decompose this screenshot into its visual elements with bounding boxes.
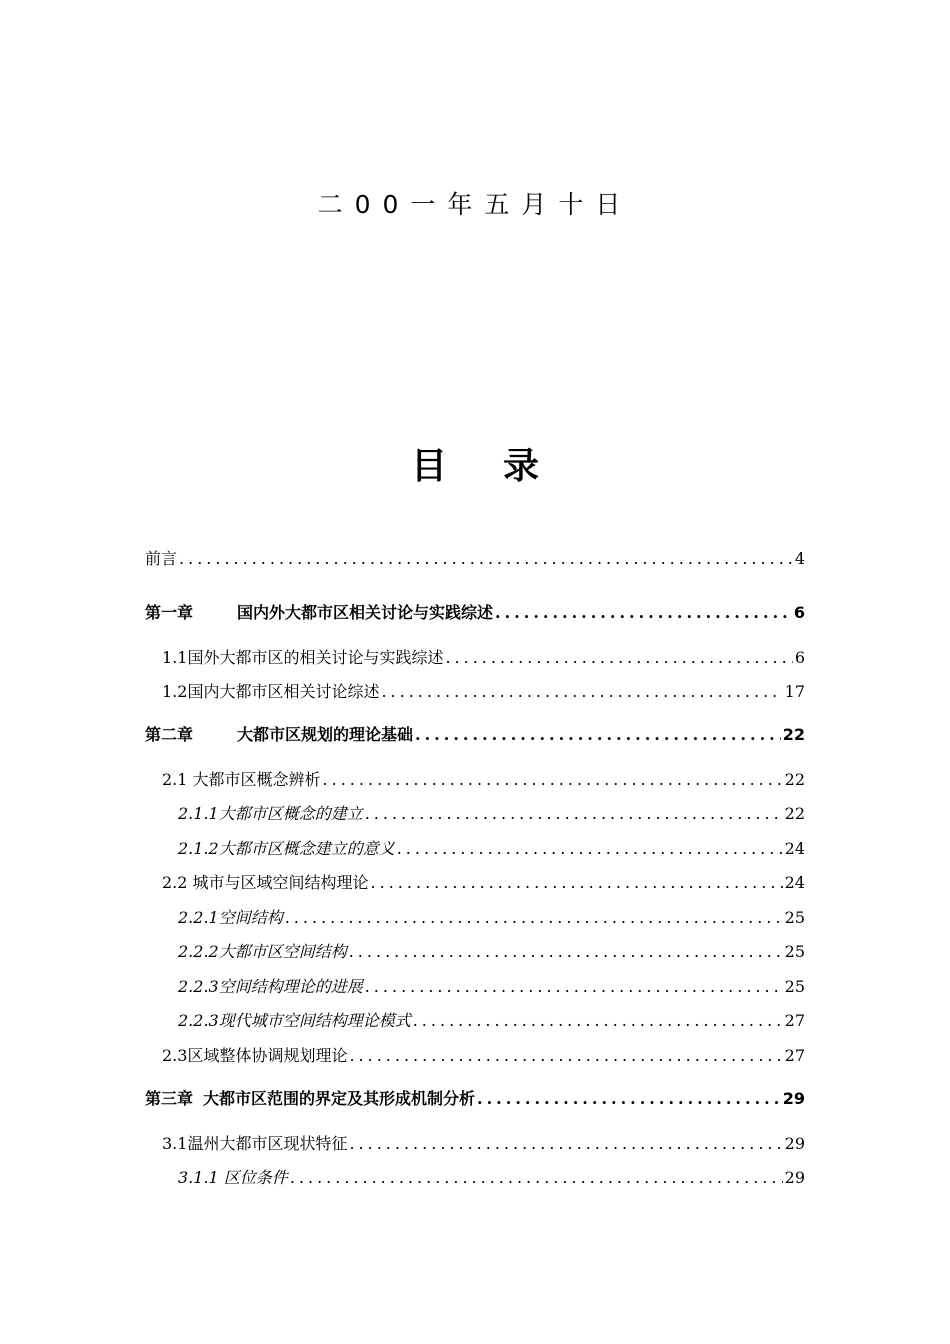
toc-entry-page: 6 xyxy=(794,648,805,667)
toc-entry-page: 22 xyxy=(782,725,805,744)
toc-entry-label: 2.2.1空间结构 xyxy=(178,908,283,927)
toc-entry-subsection[interactable] xyxy=(178,801,805,825)
toc-entry-subsection[interactable] xyxy=(178,836,805,860)
chapter-number: 第一章 xyxy=(145,603,194,622)
toc-entry-label xyxy=(145,600,493,623)
toc-entry-page: 29 xyxy=(784,1168,805,1187)
toc-entry-label: 2.2 城市与区域空间结构理论 xyxy=(162,873,369,892)
toc-entry-label: 2.1.2大都市区概念建立的意义 xyxy=(178,839,395,858)
toc-entry-label: 2.3区域整体协调规划理论 xyxy=(162,1046,348,1065)
toc-entry-label: 2.2.3现代城市空间结构理论模式 xyxy=(178,1011,411,1030)
leader-dots xyxy=(365,977,783,996)
leader-dots xyxy=(371,873,783,892)
toc-entry-page: 27 xyxy=(784,1011,805,1030)
leader-dots xyxy=(349,1046,782,1065)
toc-entry-section[interactable] xyxy=(162,767,805,791)
toc-entry-section[interactable] xyxy=(162,1131,805,1155)
chapter-title: 大都市区规划的理论基础 xyxy=(237,725,414,744)
toc-entry-page: 6 xyxy=(793,603,805,622)
toc-entry-page: 25 xyxy=(784,977,805,996)
leader-dots xyxy=(445,648,792,667)
leader-dots xyxy=(179,549,793,568)
chapter-number: 第二章 xyxy=(145,725,194,744)
toc-entry-page: 25 xyxy=(784,908,805,927)
leader-dots xyxy=(349,1134,782,1153)
toc-entry-label: 3.1温州大都市区现状特征 xyxy=(162,1134,348,1153)
toc-entry-page: 27 xyxy=(784,1046,805,1065)
toc-entry-preface[interactable] xyxy=(145,546,805,570)
toc-entry-page: 17 xyxy=(784,682,805,701)
leader-dots xyxy=(415,725,781,744)
toc-entry-section[interactable] xyxy=(162,645,805,669)
toc-entry-page: 22 xyxy=(784,804,805,823)
toc-entry-label xyxy=(145,1086,475,1109)
leader-dots xyxy=(477,1089,781,1108)
toc-entry-label: 2.2.2大都市区空间结构 xyxy=(178,942,347,961)
toc-entry-subsection[interactable] xyxy=(178,939,805,963)
toc-entry-label: 前言 xyxy=(145,549,178,568)
chapter-title: 国内外大都市区相关讨论与实践综述 xyxy=(237,603,494,622)
toc-entry-subsection[interactable] xyxy=(178,905,805,929)
leader-dots xyxy=(323,770,783,789)
toc-entry-section[interactable] xyxy=(162,1043,805,1067)
toc-entry-page: 22 xyxy=(784,770,805,789)
leader-dots xyxy=(285,908,783,927)
toc-entry-chapter-3[interactable] xyxy=(145,1086,805,1110)
toc-entry-label: 3.1.1 区位条件 xyxy=(178,1168,288,1187)
toc-entry-section[interactable] xyxy=(162,870,805,894)
leader-dots xyxy=(413,1011,783,1030)
leader-dots xyxy=(349,942,783,961)
toc-entry-label: 2.2.3空间结构理论的进展 xyxy=(178,977,363,996)
toc-entry-subsection[interactable] xyxy=(178,974,805,998)
toc-entry-page: 24 xyxy=(784,873,805,892)
toc-title xyxy=(0,438,950,489)
toc-entry-page: 29 xyxy=(782,1089,805,1108)
toc-title-char-1: 目 xyxy=(410,446,447,487)
toc-entry-chapter-1[interactable] xyxy=(145,600,805,624)
toc-entry-label: 1.1国外大都市区的相关讨论与实践综述 xyxy=(162,648,444,667)
toc-entry-page: 29 xyxy=(784,1134,805,1153)
toc-entry-section[interactable] xyxy=(162,679,805,703)
toc-entry-subsection[interactable] xyxy=(178,1008,805,1032)
leader-dots xyxy=(495,603,792,622)
chapter-title: 大都市区范围的界定及其形成机制分析 xyxy=(203,1089,476,1108)
toc-entry-chapter-2[interactable] xyxy=(145,722,805,746)
leader-dots xyxy=(290,1168,783,1187)
toc-entry-subsection[interactable] xyxy=(178,1165,805,1189)
toc-entry-page: 4 xyxy=(794,549,805,568)
toc-entry-page: 25 xyxy=(784,942,805,961)
toc-title-char-2: 录 xyxy=(503,446,540,487)
toc-entry-label: 1.2国内大都市区相关讨论综述 xyxy=(162,682,380,701)
leader-dots xyxy=(365,804,783,823)
leader-dots xyxy=(397,839,783,858)
leader-dots xyxy=(381,682,782,701)
toc-entry-label: 2.1.1大都市区概念的建立 xyxy=(178,804,363,823)
toc-entry-label: 2.1 大都市区概念辨析 xyxy=(162,770,321,789)
date-line: 二00一年五月十日 xyxy=(317,190,633,219)
chapter-number: 第三章 xyxy=(145,1089,194,1108)
toc-entry-label xyxy=(145,722,413,745)
toc-entry-page: 24 xyxy=(784,839,805,858)
